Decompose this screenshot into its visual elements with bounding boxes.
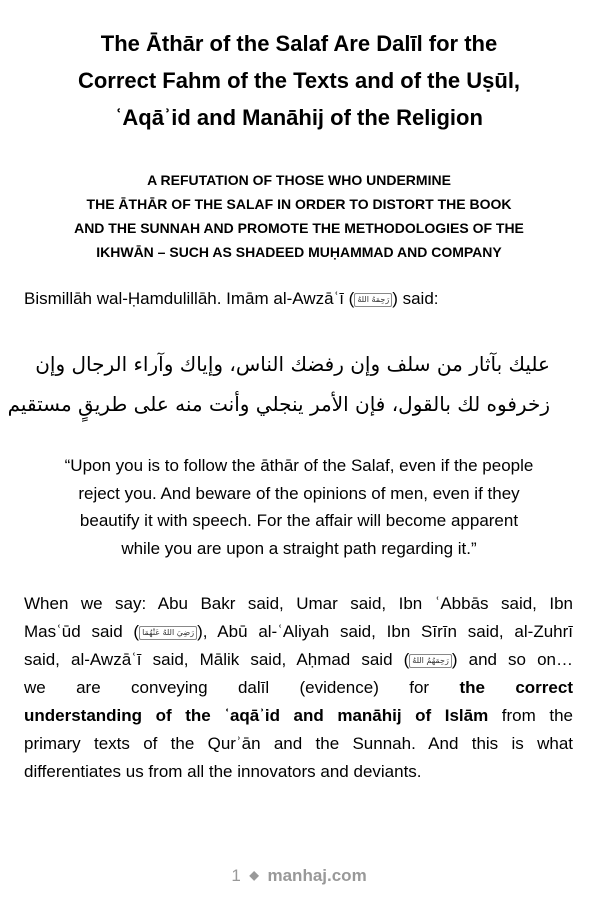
- subtitle-line: A REFUTATION OF THOSE WHO UNDERMINE: [147, 172, 451, 188]
- body-line: [24, 730, 573, 758]
- body-text: from the: [501, 706, 573, 725]
- honorific-seal-icon: رَضِيَ اللهُ عَنْهُمَا: [139, 626, 197, 640]
- body-line: [24, 646, 573, 674]
- quote-line: reject you. And beware of the opinions of men, even if they: [78, 483, 520, 503]
- arabic-quote-line: زخرفوه لك بالقول، فإن الأمر ينجلي وأنت منه على طريقٍ مستقيم: [7, 392, 550, 416]
- subtitle: [10, 168, 588, 264]
- page-title: [10, 25, 588, 136]
- quote-line: while you are upon a straight path regarding it.”: [121, 538, 477, 558]
- site-name: manhaj.com: [267, 866, 367, 885]
- title-line: Correct Fahm of the Texts and of the Uṣūl,: [77, 68, 521, 93]
- subtitle-line: IKHWĀN – SUCH AS SHADEED MUḤAMMAD AND COMPANY: [96, 244, 502, 260]
- page-footer: [0, 866, 598, 886]
- honorific-seal-icon: رَحِمَهُ اللهُ: [354, 293, 392, 307]
- body-text: Masʿūd said (: [24, 622, 140, 641]
- intro-paragraph: [24, 287, 584, 311]
- subtitle-line: THE ĀTHĀR OF THE SALAF IN ORDER TO DISTORT THE BOOK: [86, 196, 512, 212]
- body-text: said, al-Awzāʿī said, Mālik said, Aḥmad said (: [24, 650, 410, 669]
- intro-text: ) said:: [392, 289, 439, 308]
- title-line: ʿAqāʾid and Manāhij of the Religion: [115, 105, 483, 130]
- body-text: ) and so on…: [451, 650, 574, 669]
- body-paragraph: [24, 590, 573, 786]
- title-line: The Āthār of the Salaf Are Dalīl for the: [100, 31, 498, 56]
- arabic-quote-line: عليك بآثار من سلف وإن رفضك الناس، وإياك وآراء الرجال وإن: [35, 352, 550, 376]
- body-text: differentiates us from all the innovators and deviants.: [24, 762, 422, 781]
- page-number: 1: [231, 866, 241, 885]
- translation-quote: [10, 452, 588, 562]
- body-line: [24, 758, 573, 786]
- body-bold-text: the correct: [459, 678, 573, 697]
- body-line: [24, 618, 573, 646]
- body-text: When we say: Abu Bakr said, Umar said, Ibn ʿAbbās said, Ibn: [24, 594, 573, 613]
- body-text: primary texts of the Qurʾān and the Sunnah. And this is what: [24, 734, 573, 753]
- quote-line: “Upon you is to follow the āthār of the Salaf, even if the people: [64, 456, 534, 475]
- subtitle-line: AND THE SUNNAH AND PROMOTE THE METHODOLOGIES OF THE: [74, 220, 524, 236]
- intro-text: Bismillāh wal-Ḥamdulillāh. Imām al-Awzāʿī (: [24, 289, 355, 308]
- body-bold-text: understanding of the ʿaqāʾid and manāhij of Islām: [24, 706, 489, 725]
- quote-line: beautify it with speech. For the affair will become apparent: [79, 511, 519, 530]
- body-line: [24, 674, 573, 702]
- body-text: we are conveying dalīl (evidence) for: [24, 678, 430, 697]
- body-text: ), Abū al-ʿAliyah said, Ibn Sīrīn said, al-Zuhrī: [197, 622, 573, 641]
- body-line: [24, 702, 573, 730]
- body-line: [24, 590, 573, 618]
- honorific-seal-icon: رَحِمَهُمُ اللهُ: [409, 654, 452, 668]
- diamond-icon: ◆: [249, 868, 259, 882]
